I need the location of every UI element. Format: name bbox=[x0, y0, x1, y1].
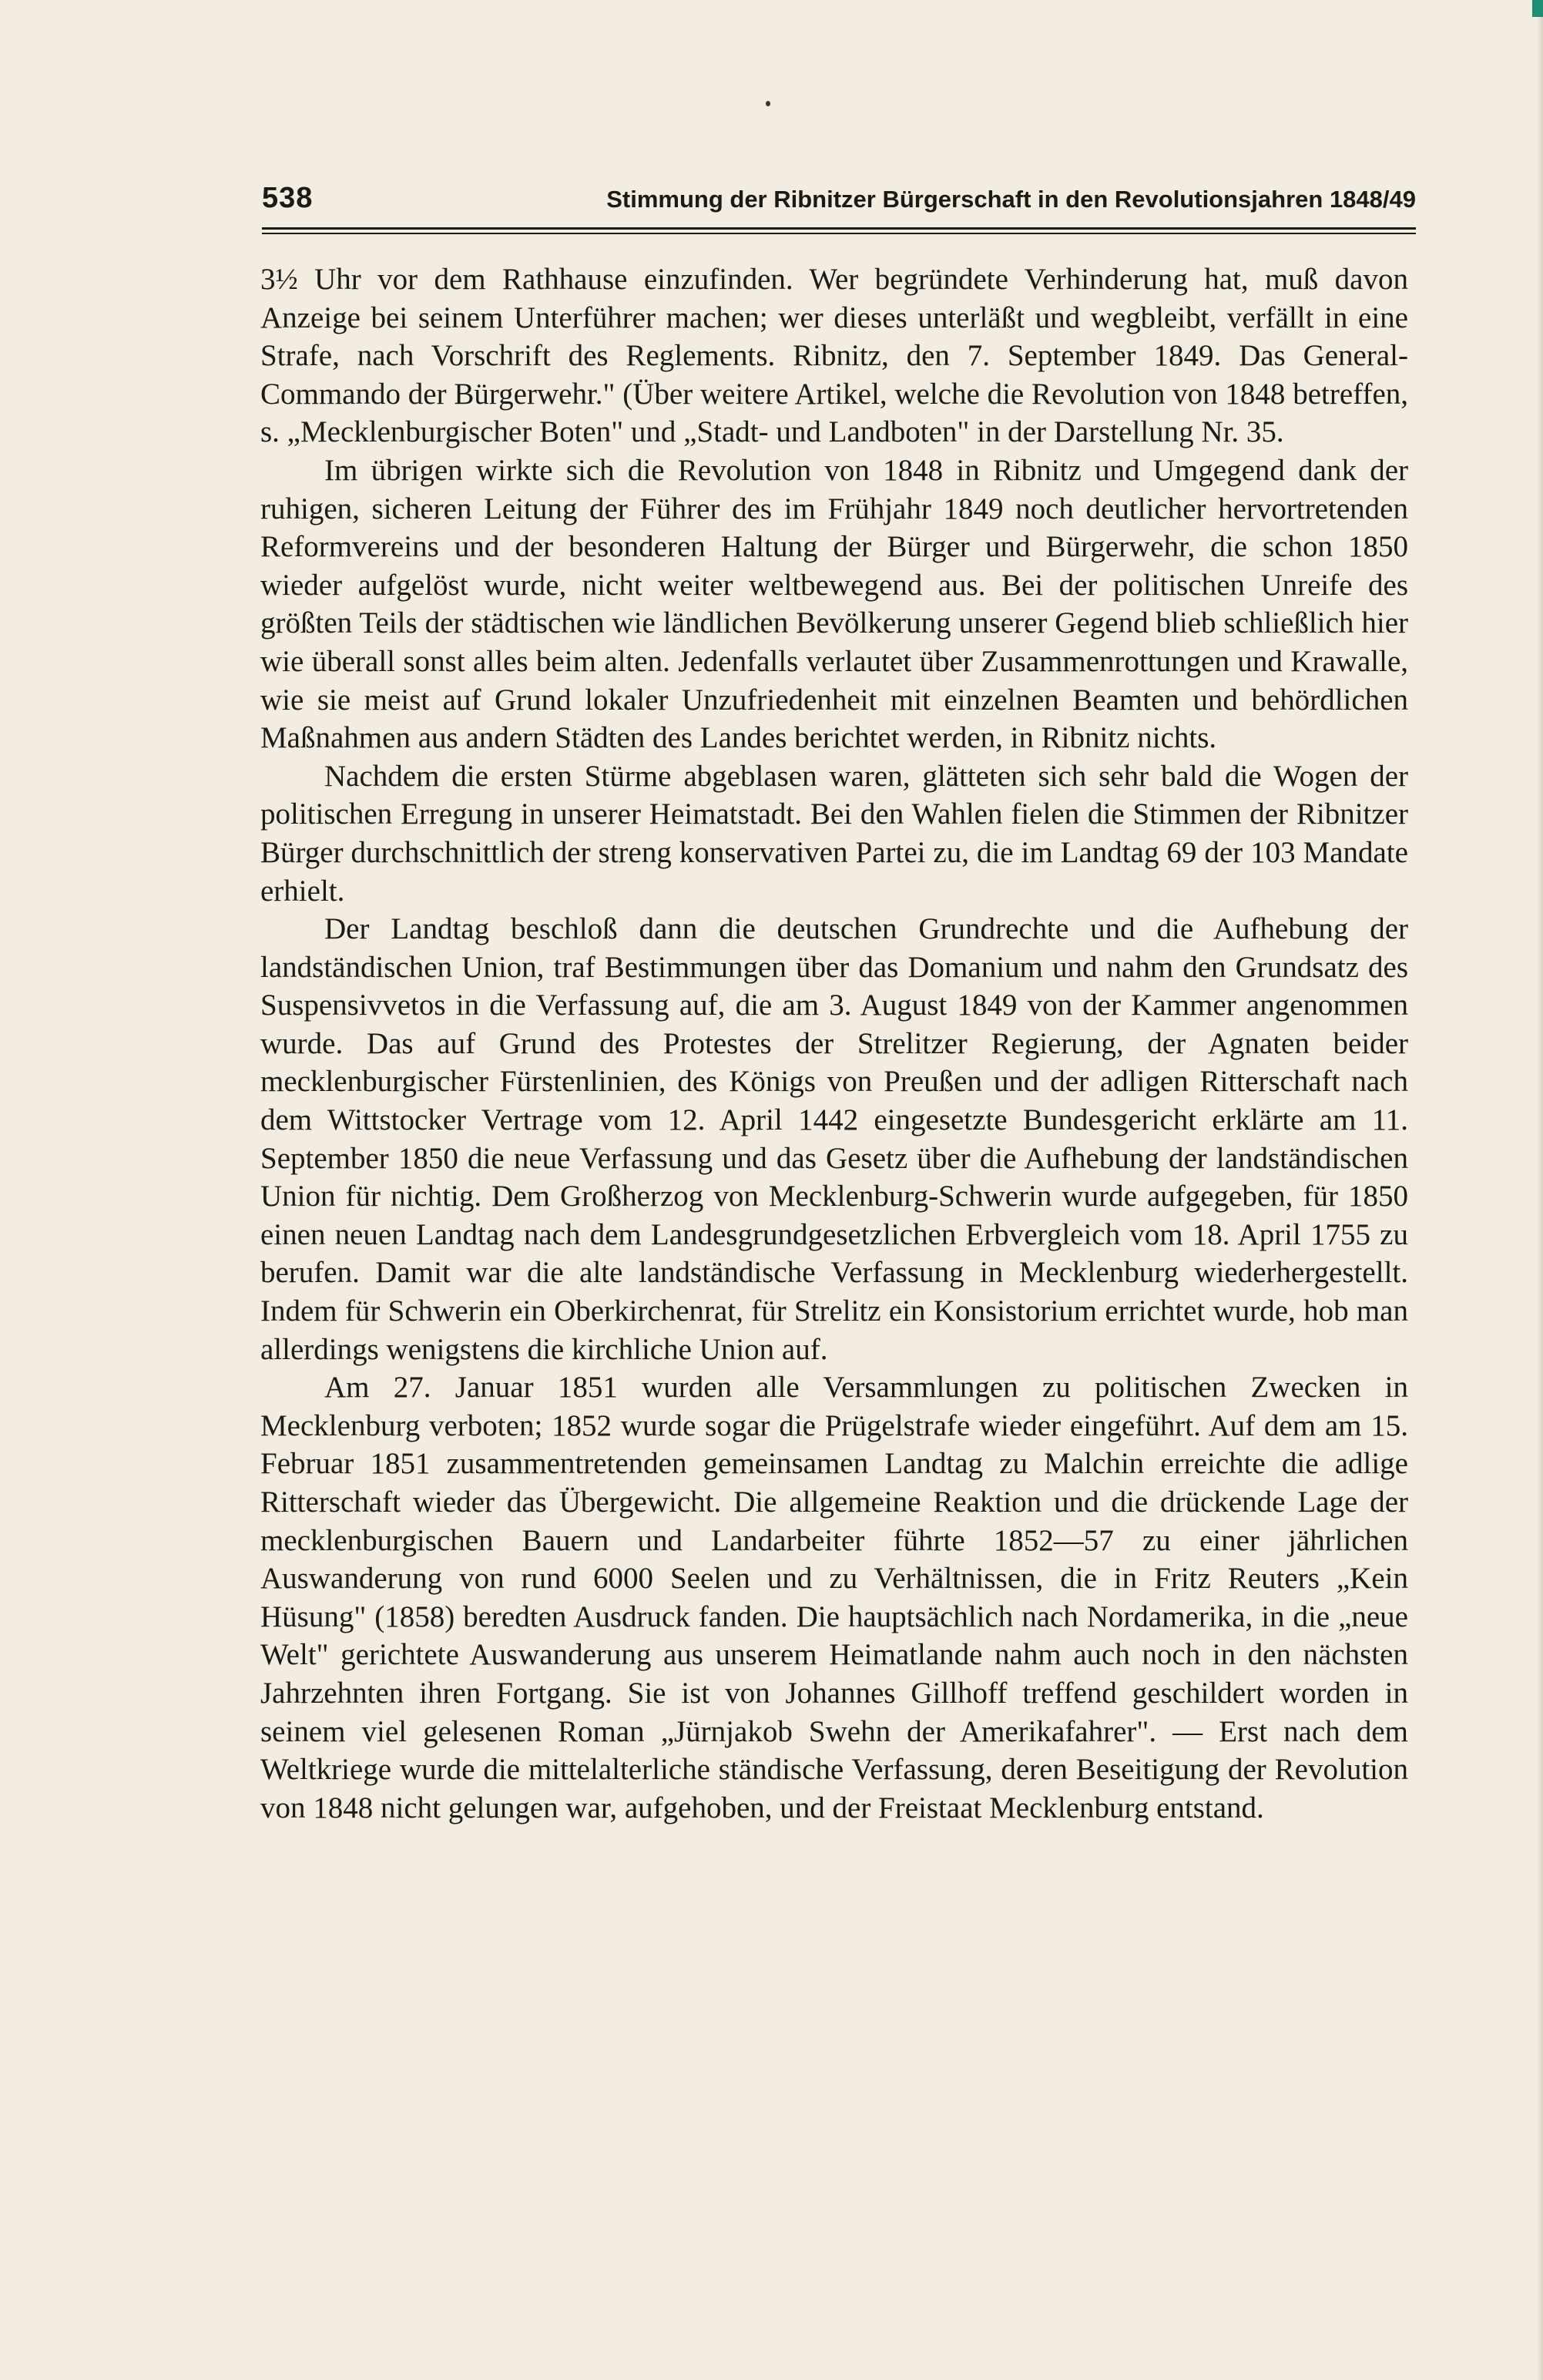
running-title: Stimmung der Ribnitzer Bürgerschaft in den Revolutionsjahren 1848/49 bbox=[606, 186, 1416, 213]
paragraph-3: Nachdem die ersten Stürme abgeblasen waren, glätteten sich sehr bald die Wogen der politischen Erregung in unserer Heimatstadt. Bei den Wahlen fielen die Stimmen der Ribnitzer Bürger durchschnittlich der streng konservativen Partei zu, die im Landtag 69 der 103 Mandate erhielt. bbox=[260, 759, 1408, 908]
body-text bbox=[260, 260, 1408, 1827]
header-rule bbox=[262, 227, 1416, 234]
paragraph-5: Am 27. Januar 1851 wurden alle Versammlungen zu politischen Zwecken in Mecklenburg verboten; 1852 wurde sogar die Prügelstrafe wieder eingeführt. Auf dem am 15. Februar 1851 zusammentretenden gemeinsamen Landtag zu Malchin erreichte die adlige Ritterschaft wieder das Übergewicht. Die allgemeine Reaktion und die drückende Lage der mecklenburgischen Bauern und Landarbeiter führte 1852—57 zu einer jährlichen Auswanderung von rund 6000 Seelen und zu Verhältnissen, die in Fritz Reuters „Kein Hüsung" (1858) beredten Ausdruck fanden. Die hauptsächlich nach Nordamerika, in die „neue Welt" gerichtete Auswanderung aus unserem Heimatlande nahm auch noch in den nächsten Jahrzehnten ihren Fortgang. Sie ist von Johannes Gillhoff treffend geschildert worden in seinem viel gelesenen Roman „Jürnjakob Swehn der Amerikafahrer". — Erst nach dem Weltkriege wurde die mittelalterliche ständische Verfassung, deren Beseitigung der Revolution von 1848 nicht gelungen war, aufgehoben, und der Freistaat Mecklenburg entstand. bbox=[260, 1371, 1408, 1824]
print-speck bbox=[766, 101, 770, 106]
page-edge-shadow bbox=[1537, 0, 1543, 2380]
page-header bbox=[262, 182, 1416, 215]
paragraph-4: Der Landtag beschloß dann die deutschen Grundrechte und die Aufhebung der landständischen Union, traf Bestimmungen über das Domanium und nahm den Grundsatz des Suspensivvetos in die Verfassung auf, die am 3. August 1849 von der Kammer angenommen wurde. Das auf Grund des Protestes der Strelitzer Regierung, der Agnaten beider mecklenburgischer Fürstenlinien, des Königs von Preußen und der adligen Ritterschaft nach dem Wittstocker Vertrage vom 12. April 1442 eingesetzte Bundesgericht erklärte am 11. September 1850 die neue Verfassung und das Gesetz über die Aufhebung der landständischen Union für nichtig. Dem Großherzog von Mecklenburg-Schwerin wurde aufgegeben, für 1850 einen neuen Landtag nach dem Landesgrundgesetzlichen Erbvergleich vom 18. April 1755 zu berufen. Damit war die alte landständische Verfassung in Mecklenburg wiederhergestellt. Indem für Schwerin ein Oberkirchenrat, für Strelitz ein Konsistorium errichtet wurde, hob man allerdings wenigstens die kirchliche Union auf. bbox=[260, 912, 1408, 1366]
page-number: 538 bbox=[262, 182, 314, 214]
paragraph-1: 3½ Uhr vor dem Rathhause einzufinden. Wer begründete Verhinderung hat, muß davon Anzeige bei seinem Unterführer machen; wer dieses unterläßt und wegbleibt, verfällt in eine Strafe, nach Vorschrift des Reglements. Ribnitz, den 7. September 1849. Das General-Commando der Bürgerwehr." (Über weitere Artikel, welche die Revolution von 1848 betreffen, s. „Mecklenburgischer Boten" und „Stadt- und Landboten" in der Darstellung Nr. 35. bbox=[260, 263, 1408, 449]
paragraph-2: Im übrigen wirkte sich die Revolution von 1848 in Ribnitz und Umgegend dank der ruhigen, sicheren Leitung der Führer des im Frühjahr 1849 noch deutlicher hervortretenden Reformvereins und der besonderen Haltung der Bürger und Bürgerwehr, die schon 1850 wieder aufgelöst wurde, nicht weiter weltbewegend aus. Bei der politischen Unreife des größten Teils der städtischen wie ländlichen Bevölkerung unserer Gegend blieb schließlich hier wie überall sonst alles beim alten. Jedenfalls verlautet über Zusammenrottungen und Krawalle, wie sie meist auf Grund lokaler Unzufriedenheit mit einzelnen Beamten und behördlichen Maßnahmen aus andern Städten des Landes berichtet werden, in Ribnitz nichts. bbox=[260, 453, 1408, 755]
page-corner-accent bbox=[1532, 0, 1543, 17]
